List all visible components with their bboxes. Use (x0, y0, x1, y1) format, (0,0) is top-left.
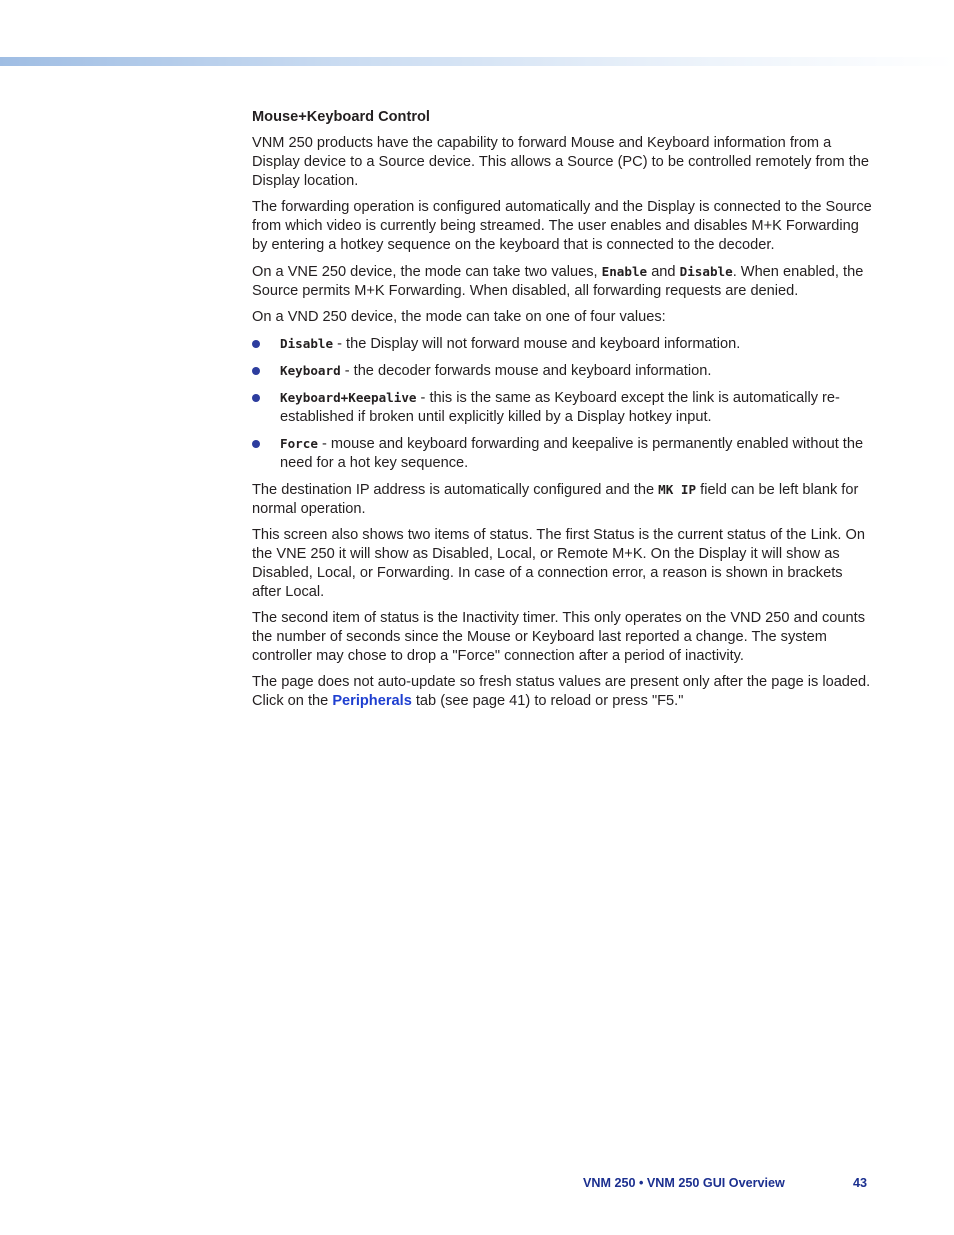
text: The destination IP address is automatically configured and the (252, 482, 659, 498)
page-content (252, 108, 872, 718)
code-mode: Disable (280, 336, 334, 351)
list-item (252, 388, 872, 427)
peripherals-link[interactable]: Peripherals (332, 693, 412, 709)
code-mode: Keyboard (280, 363, 341, 378)
list-item (252, 334, 872, 354)
mode-list (252, 334, 872, 473)
code-disable: Disable (679, 264, 733, 279)
text: On a VNE 250 device, the mode can take two values, (252, 264, 602, 280)
paragraph-vnd-modes: On a VND 250 device, the mode can take on one of four values: (252, 309, 666, 325)
text: The page does not auto-update so fresh status values are present only after the page is loaded. Click on the (252, 674, 871, 709)
mode-description: - mouse and keyboard forwarding and keepalive is permanently enabled without the need for a hot key sequence. (280, 436, 864, 471)
list-item (252, 361, 872, 381)
bullet-dot-icon (252, 394, 260, 402)
code-mode: Keyboard+Keepalive (280, 390, 417, 405)
page-number: 43 (853, 1176, 868, 1190)
paragraph-mk-ip (252, 480, 872, 519)
code-mode: Force (280, 436, 318, 451)
paragraph-vne-modes (252, 262, 872, 301)
footer-title: VNM 250 • VNM 250 GUI Overview (583, 1176, 785, 1190)
paragraph-intro: VNM 250 products have the capability to forward Mouse and Keyboard information from a Display device to a Source device. This allows a Source (PC) to be controlled remotely from the Display location. (252, 135, 869, 189)
paragraph-status: This screen also shows two items of status. The first Status is the current status of the Link. On the VNE 250 it will show as Disabled, Local, or Remote M+K. On the Display it will show as Disabled, Local, or Forwarding. In case of a connection error, a reason is shown in brackets after Local. (252, 527, 865, 600)
bullet-dot-icon (252, 340, 260, 348)
paragraph-inactivity: The second item of status is the Inactivity timer. This only operates on the VND 250 and counts the number of seconds since the Mouse or Keyboard last reported a change. The system controller may chose to drop a "Force" connection after a period of inactivity. (252, 610, 865, 664)
bullet-dot-icon (252, 367, 260, 375)
mode-description: - this is the same as Keyboard except the link is automatically re-established if broken until explicitly killed by a Display hotkey input. (280, 390, 840, 425)
paragraph-forwarding: The forwarding operation is configured automatically and the Display is connected to the Source from which video is currently being streamed. The user enables and disables M+K Forwarding by entering a hotkey sequence on the keyboard that is connected to the decoder. (252, 199, 872, 253)
mode-description: - the Display will not forward mouse and keyboard information. (333, 336, 741, 352)
mode-description: - the decoder forwards mouse and keyboard information. (340, 363, 712, 379)
list-item (252, 434, 872, 473)
header-gradient-bar (0, 57, 954, 66)
code-mk-ip: MK IP (658, 482, 697, 497)
section-heading: Mouse+Keyboard Control (252, 109, 430, 125)
bullet-dot-icon (252, 440, 260, 448)
code-enable: Enable (601, 264, 648, 279)
text: field can be left blank for normal operation. (252, 482, 859, 517)
text: . When enabled, the Source permits M+K Forwarding. When disabled, all forwarding requests are denied. (252, 264, 864, 299)
paragraph-refresh (252, 673, 872, 711)
text: and (647, 264, 680, 280)
text: tab (see page 41) to reload or press "F5." (411, 693, 684, 709)
